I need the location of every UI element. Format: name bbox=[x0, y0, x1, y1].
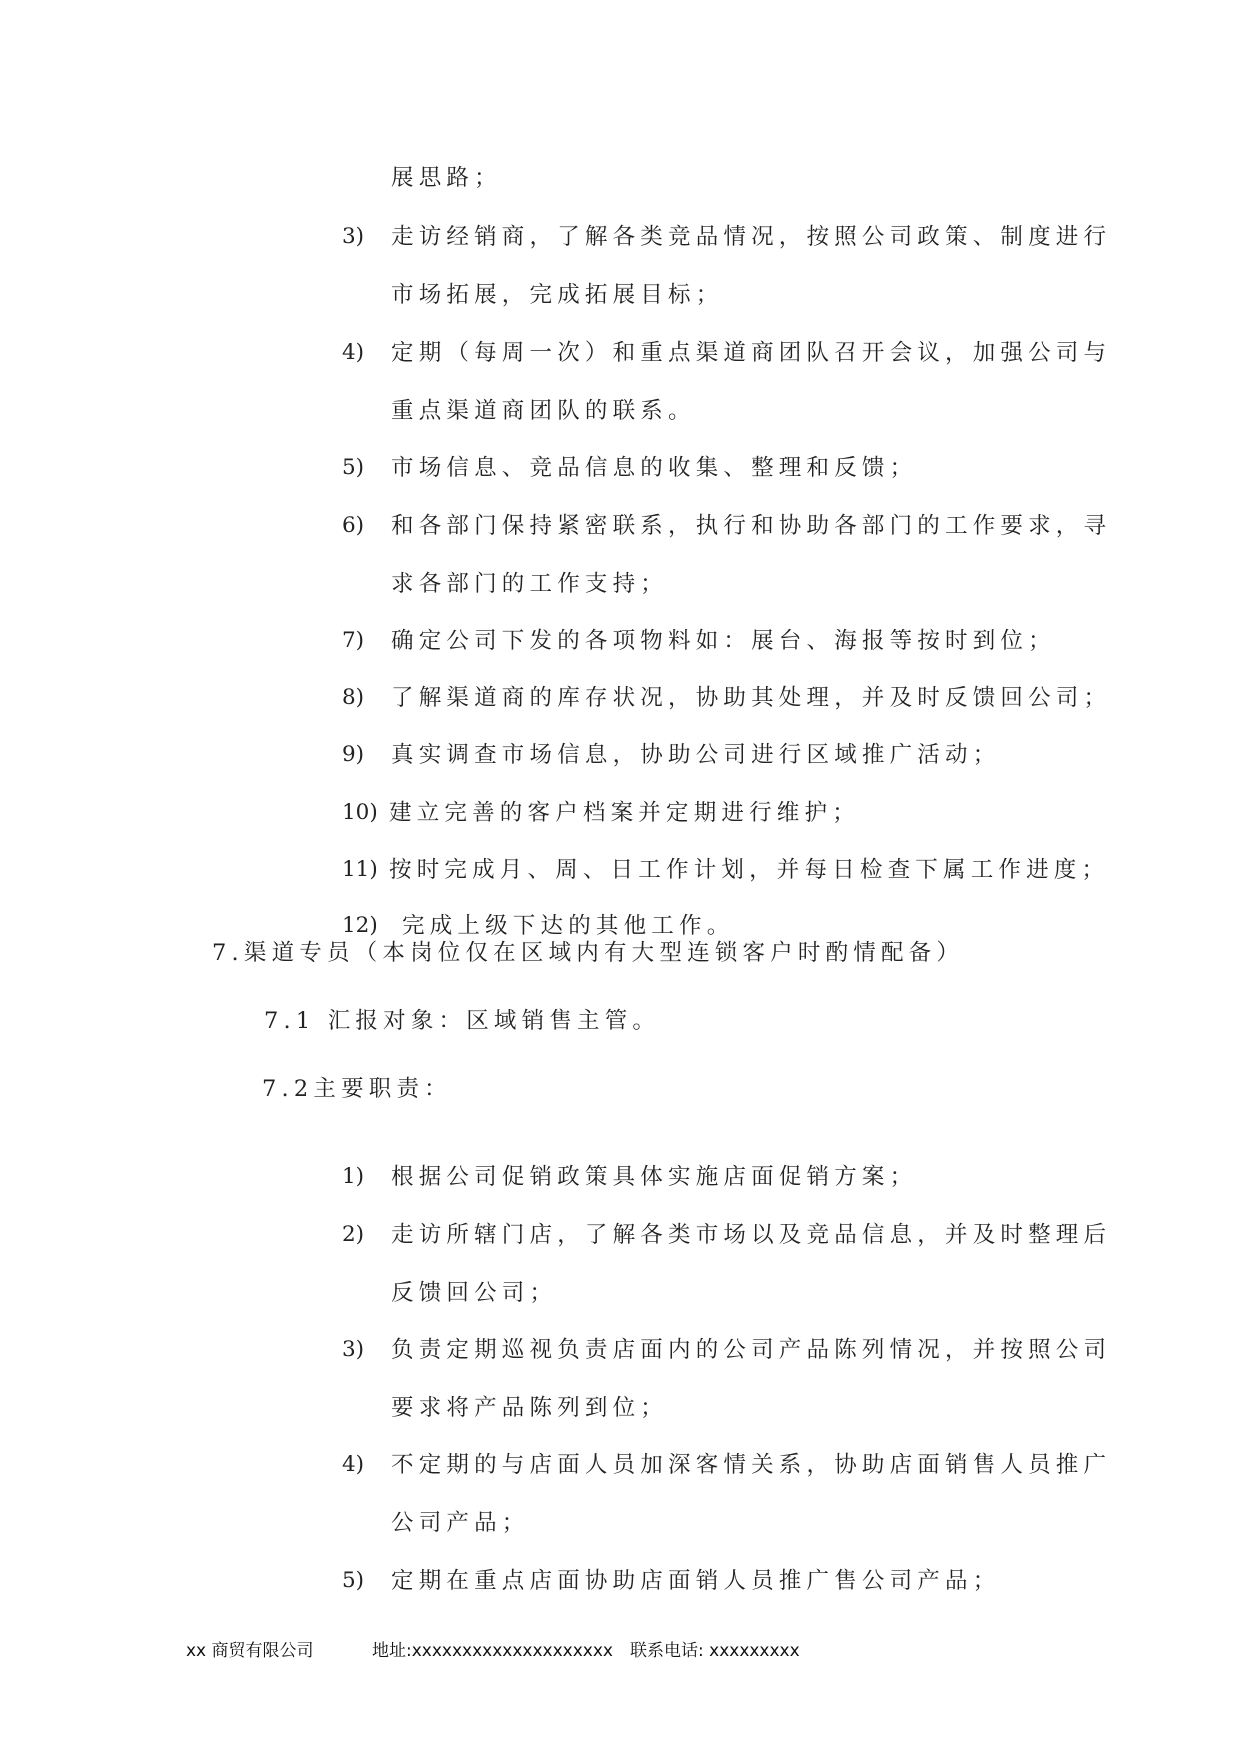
report-to-line: 7.1 汇报对象：区域销售主管。 bbox=[264, 1008, 661, 1034]
list-item-number: 10) bbox=[342, 800, 378, 825]
list-item-text: 和各部门保持紧密联系，执行和协助各部门的工作要求，寻 bbox=[391, 513, 1112, 539]
list-item-text: 走访经销商，了解各类竞品情况，按照公司政策、制度进行 bbox=[391, 224, 1112, 250]
list-item-text: 公司产品； bbox=[391, 1510, 530, 1536]
list-item-text: 建立完善的客户档案并定期进行维护； bbox=[389, 800, 860, 826]
continuation-text: 展思路； bbox=[391, 165, 502, 191]
list-item-text: 按时完成月、周、日工作计划，并每日检查下属工作进度； bbox=[389, 857, 1110, 883]
list-item-number: 9) bbox=[342, 742, 365, 767]
list-item-text: 定期在重点店面协助店面销人员推广售公司产品； bbox=[391, 1568, 1001, 1594]
list-item-text: 走访所辖门店，了解各类市场以及竞品信息，并及时整理后 bbox=[391, 1222, 1112, 1248]
list-item-number: 4) bbox=[342, 1452, 365, 1477]
list-item-text: 求各部门的工作支持； bbox=[391, 571, 669, 597]
list-item-number: 12) bbox=[342, 913, 378, 938]
list-item-text: 完成上级下达的其他工作。 bbox=[402, 913, 735, 939]
list-item-number: 3) bbox=[342, 224, 365, 249]
list-item-text: 真实调查市场信息，协助公司进行区域推广活动； bbox=[391, 742, 1001, 768]
duties-heading: 7.2主要职责： bbox=[262, 1076, 452, 1102]
footer-phone: 联系电话: xxxxxxxxx bbox=[630, 1641, 800, 1661]
list-item-text: 市场拓展，完成拓展目标； bbox=[391, 282, 724, 308]
footer-address: 地址:xxxxxxxxxxxxxxxxxxxx bbox=[372, 1641, 613, 1661]
list-item-number: 2) bbox=[342, 1222, 365, 1247]
list-item-text: 了解渠道商的库存状况，协助其处理，并及时反馈回公司； bbox=[391, 685, 1112, 711]
list-item-text: 重点渠道商团队的联系。 bbox=[391, 398, 696, 424]
list-item-number: 5) bbox=[342, 1568, 365, 1593]
list-item-number: 5) bbox=[342, 455, 365, 480]
list-item-number: 11) bbox=[342, 857, 378, 882]
list-item-number: 1) bbox=[342, 1164, 365, 1189]
list-item-text: 定期（每周一次）和重点渠道商团队召开会议，加强公司与 bbox=[391, 340, 1112, 366]
list-item-text: 市场信息、竞品信息的收集、整理和反馈； bbox=[391, 455, 918, 481]
list-item-text: 不定期的与店面人员加深客情关系，协助店面销售人员推广 bbox=[391, 1452, 1112, 1478]
list-item-text: 确定公司下发的各项物料如：展台、海报等按时到位； bbox=[391, 628, 1056, 654]
list-item-number: 8) bbox=[342, 685, 365, 710]
list-item-number: 3) bbox=[342, 1337, 365, 1362]
list-item-text: 负责定期巡视负责店面内的公司产品陈列情况，并按照公司 bbox=[391, 1337, 1112, 1363]
list-item-number: 7) bbox=[342, 628, 365, 653]
list-item-number: 4) bbox=[342, 340, 365, 365]
section-heading: 7.渠道专员（本岗位仅在区域内有大型连锁客户时酌情配备） bbox=[212, 940, 965, 966]
list-item-text: 反馈回公司； bbox=[391, 1280, 558, 1306]
list-item-text: 根据公司促销政策具体实施店面促销方案； bbox=[391, 1164, 918, 1190]
footer-company: xx 商贸有限公司 bbox=[186, 1641, 314, 1661]
list-item-text: 要求将产品陈列到位； bbox=[391, 1395, 669, 1421]
list-item-number: 6) bbox=[342, 513, 365, 538]
